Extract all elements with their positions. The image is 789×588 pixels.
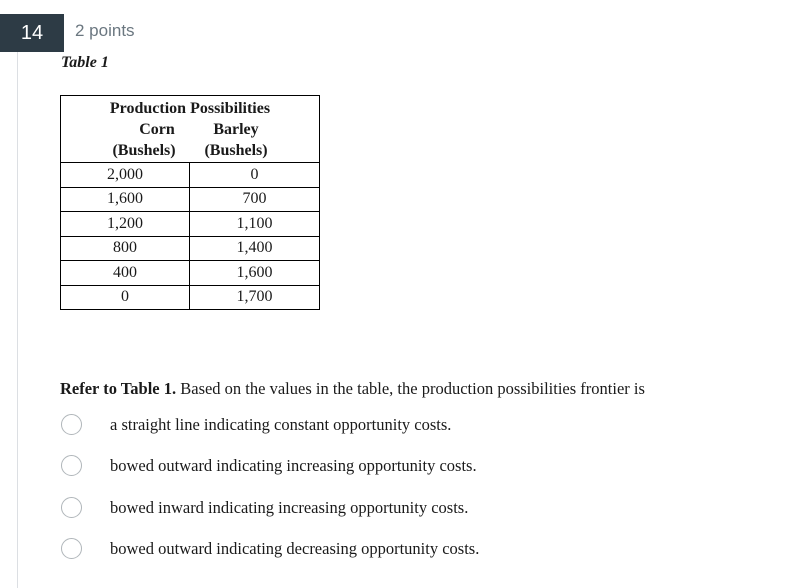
question-prompt xyxy=(60,379,645,399)
corn-cell: 800 xyxy=(61,236,190,261)
barley-cell: 1,600 xyxy=(190,261,320,286)
question-prompt-ref: Refer to Table 1. xyxy=(60,379,177,398)
corn-cell: 1,200 xyxy=(61,212,190,237)
corn-column-unit: (Bushels) xyxy=(112,142,176,159)
barley-cell: 700 xyxy=(190,187,320,212)
table-row xyxy=(61,285,320,310)
corn-cell: 2,000 xyxy=(61,163,190,188)
table-caption: Production Possibilities xyxy=(109,100,271,117)
barley-column-name: Barley xyxy=(213,121,259,138)
table-header xyxy=(61,96,320,163)
table-title: Table 1 xyxy=(61,54,109,71)
question-prompt-text: Based on the values in the table, the production possibilities frontier is xyxy=(176,379,645,398)
answer-option-label[interactable]: bowed outward indicating decreasing opportunity costs. xyxy=(110,538,480,558)
answer-option[interactable] xyxy=(61,455,477,476)
table-header-row xyxy=(61,96,320,163)
radio-button[interactable] xyxy=(61,538,82,559)
barley-cell: 1,100 xyxy=(190,212,320,237)
corn-cell: 0 xyxy=(61,285,190,310)
answer-option-label[interactable]: bowed outward indicating increasing opportunity costs. xyxy=(110,455,477,475)
table-row xyxy=(61,187,320,212)
answer-option[interactable] xyxy=(61,414,452,435)
corn-cell: 400 xyxy=(61,261,190,286)
production-possibilities-table xyxy=(60,95,320,310)
barley-cell: 0 xyxy=(190,163,320,188)
answer-option-label[interactable]: bowed inward indicating increasing opportunity costs. xyxy=(110,497,469,517)
radio-button[interactable] xyxy=(61,455,82,476)
answer-option[interactable] xyxy=(61,538,480,559)
table-row xyxy=(61,163,320,188)
question-number-badge: 14 xyxy=(0,14,64,52)
radio-button[interactable] xyxy=(61,414,82,435)
barley-cell: 1,400 xyxy=(190,236,320,261)
answer-option-label[interactable]: a straight line indicating constant opportunity costs. xyxy=(110,414,452,434)
answer-option[interactable] xyxy=(61,497,469,518)
table-row xyxy=(61,212,320,237)
points-label: 2 points xyxy=(75,21,135,40)
corn-column-name: Corn xyxy=(139,121,175,138)
table-row xyxy=(61,261,320,286)
corn-cell: 1,600 xyxy=(61,187,190,212)
barley-cell: 1,700 xyxy=(190,285,320,310)
question-divider xyxy=(17,52,18,588)
barley-column-unit: (Bushels) xyxy=(204,142,268,159)
table-row xyxy=(61,236,320,261)
radio-button[interactable] xyxy=(61,497,82,518)
